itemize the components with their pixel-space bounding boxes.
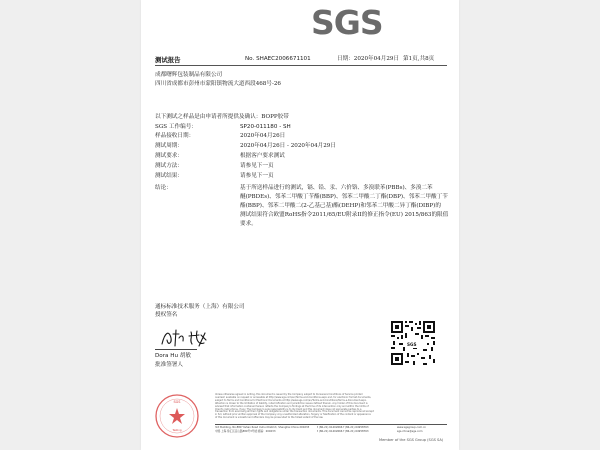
company-seal xyxy=(154,393,200,439)
page-count: 第1页,共8页 xyxy=(403,56,435,62)
footer-phone: t (86-21) 61402666 f (86-21) 64958763 xyxy=(317,426,369,429)
group-membership: Member of the SGS Group (SGS SA) xyxy=(379,438,444,442)
conclusion-line: 醚(PBDEs)、邻苯二甲酸丁苄酯(BBP)、邻苯二甲酸二丁酯(DBP)、邻苯二甲酸丁苄 xyxy=(240,194,448,200)
issuer-name: 通标标准技术服务（上海）有限公司 xyxy=(155,304,245,310)
header-divider xyxy=(155,65,447,66)
svg-text:Testing: Testing xyxy=(172,429,182,432)
field-value: 2020年04月26日 xyxy=(240,133,286,139)
signature-image xyxy=(159,326,219,350)
footer-address-cn: 中国·上海·徐汇区宜山路889号3号楼 邮编：200233 xyxy=(215,430,276,433)
footer-address-en: 3rd Building, No.889 Yishan Road Xuhui District, Shanghai China 200233 xyxy=(215,426,310,429)
conclusion-label: 结论： xyxy=(155,185,172,191)
field-label: 测试要求： xyxy=(155,153,183,159)
field-value: 请参见下一页 xyxy=(240,173,274,179)
field-label: 测试周期： xyxy=(155,143,183,149)
footer-phone: t (86-21) 61402666 f (86-21) 64958763 xyxy=(317,430,369,433)
field-value: 根据客户要求测试 xyxy=(240,153,285,159)
signature-line xyxy=(155,349,197,350)
signatory-name: Dora Hu 胡敏 xyxy=(155,353,191,359)
report-page xyxy=(141,0,459,450)
field-label: 测试方法： xyxy=(155,163,183,169)
footer-terms-line: overleaf, available on request or accessible at http://www.sgs.com/en/Terms-and-Conditions.aspx and, for electronic format documents, xyxy=(215,395,372,399)
footer-terms-line: Unless otherwise agreed in writing, this document is issued by the Company subject to its General Conditions of Service printed xyxy=(215,393,363,396)
field-value: 2020年04月26日 - 2020年04月29日 xyxy=(240,143,336,149)
client-address: 四川省成都市彭州市蒙阳镇物流大道西段468号-26 xyxy=(155,81,281,87)
field-value: 请参见下一页 xyxy=(240,163,274,169)
report-date: 日期：2020年04月29日 xyxy=(337,56,400,62)
footer-terms-line: advised that information contained hereon reflects the Company's findings at the time of its intervention only and within the limits of xyxy=(215,404,369,408)
conclusion-line: 要求。 xyxy=(240,221,257,227)
field-label: 样品接收日期： xyxy=(155,133,195,139)
footer-divider xyxy=(215,424,447,425)
issuer-subtitle: 授权签名 xyxy=(155,312,178,318)
footer-terms-line: transaction from exercising all their rights and obligations under the transaction documents. This document cannot be reproduced except xyxy=(215,410,374,414)
footer-terms-line: Attention is drawn to the limitation of liability, indemnification and jurisdiction issues defined therein. Any holder of this document is xyxy=(215,401,368,405)
footer-terms-line: Client's instructions, if any. The Company's sole responsibility is to its Client and this document does not exonerate parties to a xyxy=(215,407,362,411)
qr-label: SGS xyxy=(407,342,417,347)
conclusion-line: 测试结果符合欧盟RoHS指令2011/65/EU附录II的修正指令(EU) 2015/863的限值 xyxy=(240,212,449,218)
conclusion-line: 基于所送样品进行的测试，镉、铅、汞、六价铬、多溴联苯(PBBs)、多溴二苯 xyxy=(240,185,433,191)
conclusion-line: 酯(BBP)、邻苯二甲酸二(2-乙基己基)酯(DEHP)和邻苯二甲酸二异丁酯(DIBP)的 xyxy=(240,203,441,209)
field-label: 测试结果： xyxy=(155,173,183,179)
footer-terms-line: in full, without prior written approval of the Company. Any unauthorized alteration, forgery or falsification of the content or appearance xyxy=(215,413,371,417)
footer-email: sgs.china@sgs.com xyxy=(397,430,423,433)
client-name: 成都曙辉包装制品有限公司 xyxy=(155,72,223,78)
footer-terms xyxy=(215,394,447,428)
svg-text:SGS: SGS xyxy=(173,400,181,404)
footer-website: www.sgsgroup.com.cn xyxy=(397,426,427,429)
footer-terms-line: subject to Terms and Conditions for Electronic Documents at http://www.sgs.com/en/Terms-and-Conditions/Terms-e-Document.aspx. xyxy=(215,398,367,402)
footer-terms-line: of this document is unlawful and offenders may be prosecuted to the fullest extent of the law. xyxy=(215,416,324,420)
field-value: SP20-011180 - SH xyxy=(240,124,291,130)
signatory-title: 批准签署人 xyxy=(155,362,183,368)
sgs-logo: SGS xyxy=(311,3,383,42)
page-title: 测试报告 xyxy=(155,56,181,64)
report-number: No. SHAEC2006671101 xyxy=(245,56,311,62)
field-label: SGS 工作编号： xyxy=(155,124,197,130)
sample-intro: 以下测试之样品是由申请者所提供及确认：BOPP胶带 xyxy=(155,114,289,120)
